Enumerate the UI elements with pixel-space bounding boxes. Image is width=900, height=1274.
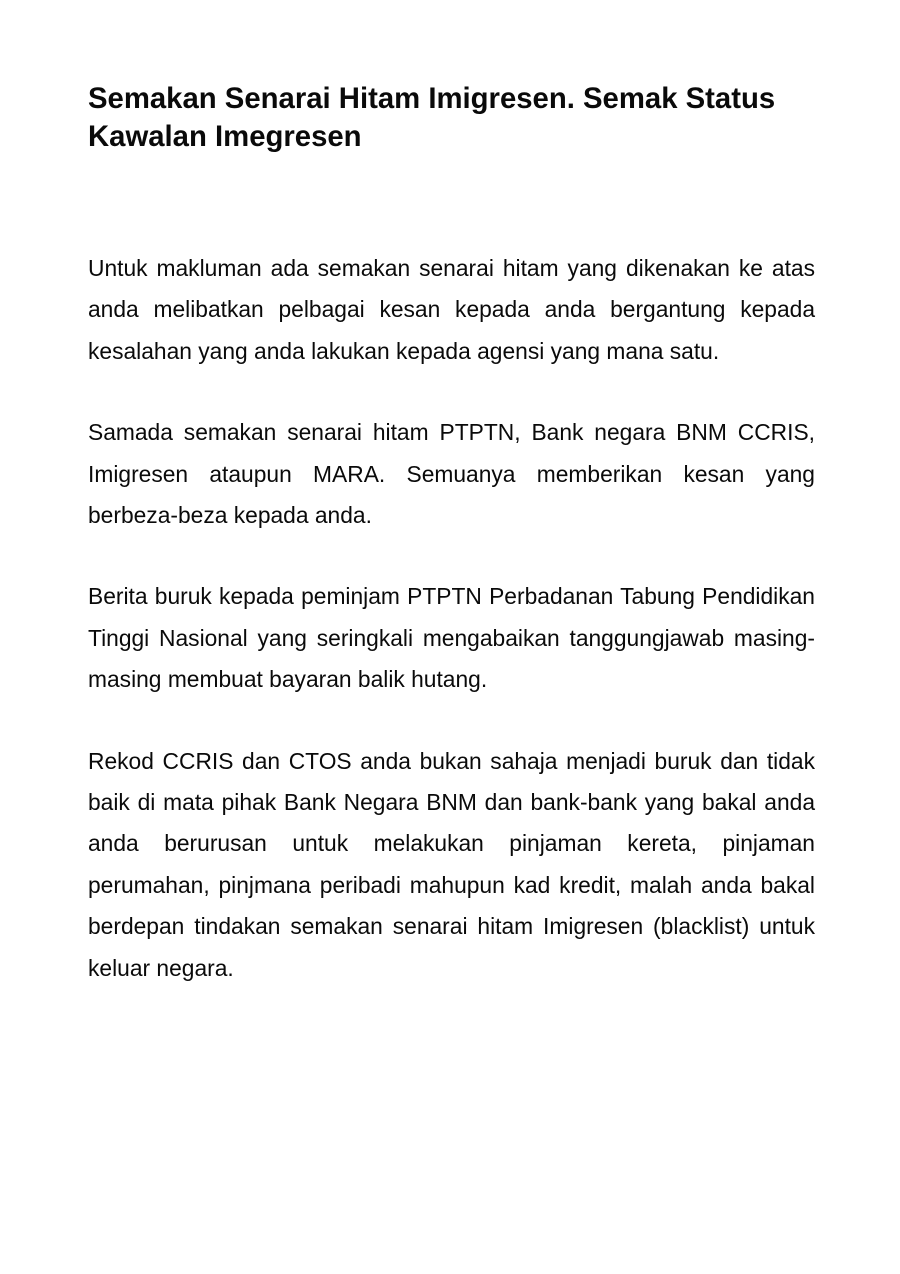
paragraph: Berita buruk kepada peminjam PTPTN Perbadanan Tabung Pendidikan Tinggi Nasional yang seringkali mengabaikan tanggungjawab masing-masing membuat bayaran balik hutang.	[88, 583, 815, 693]
page-title: Semakan Senarai Hitam Imigresen. Semak Status Kawalan Imegresen	[88, 82, 776, 153]
paragraph: Untuk makluman ada semakan senarai hitam yang dikenakan ke atas anda melibatkan pelbagai kesan kepada anda bergantung kepada kesalahan yang anda lakukan kepada agensi yang mana satu.	[88, 255, 815, 364]
paragraph: Rekod CCRIS dan CTOS anda bukan sahaja menjadi buruk dan tidak baik di mata pihak Bank Negara BNM dan bank-bank yang bakal anda anda berurusan untuk melakukan pinjaman kereta, pinjaman perumahan, pinjmana peribadi mahupun kad kredit, malah anda bakal berdepan tindakan semakan senarai hitam Imigresen (blacklist) untuk keluar negara.	[88, 747, 815, 981]
paragraph: Samada semakan senarai hitam PTPTN, Bank negara BNM CCRIS, Imigresen ataupun MARA. Semuanya memberikan kesan yang berbeza-beza kepada anda.	[88, 419, 815, 529]
